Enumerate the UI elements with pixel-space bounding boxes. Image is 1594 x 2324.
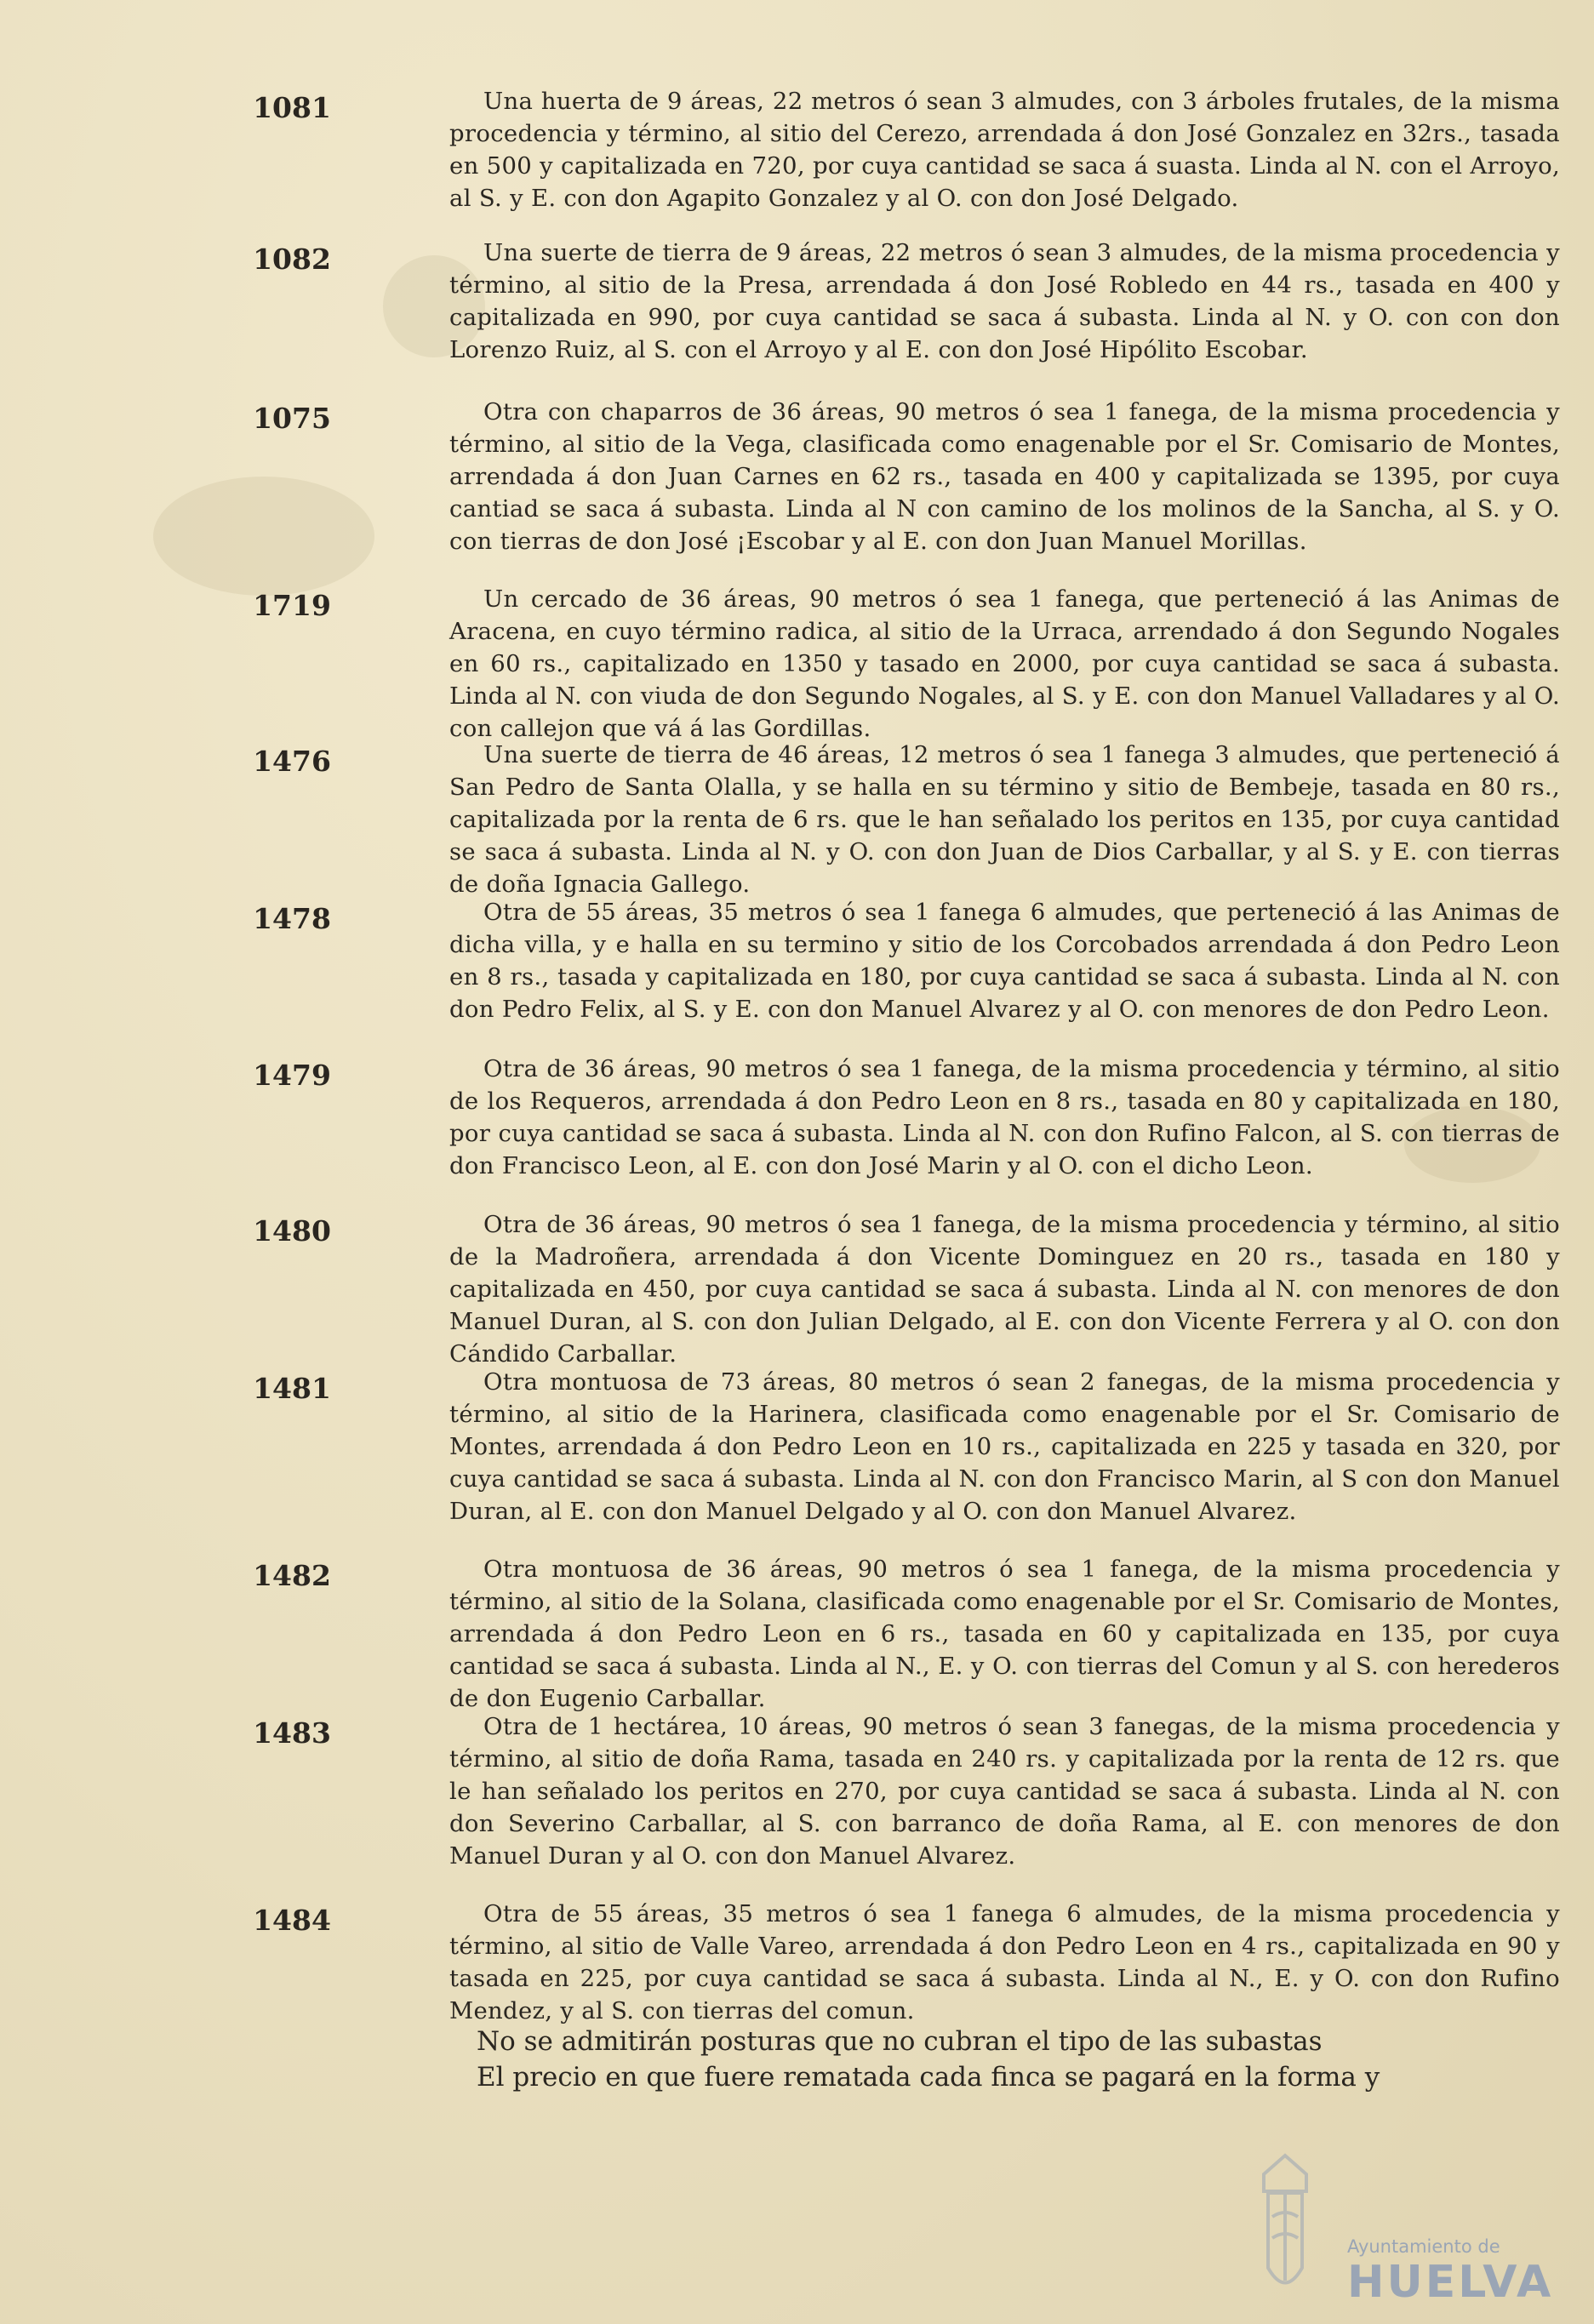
entry-number: 1480 bbox=[253, 1214, 331, 1248]
closing-line: No se admitirán posturas que no cubran el tipo de las subastas bbox=[477, 2026, 1323, 2057]
closing-line: El precio en que fuere rematada cada finca se pagará en la forma y bbox=[477, 2062, 1380, 2093]
entry-description: Otra con chaparros de 36 áreas, 90 metros ó sea 1 fanega, de la misma procedencia y término, al sitio de la Vega, clasificada como enagenable por el Sr. Comisario de Montes, arrendada á don Juan Carnes en 62 rs., tasada en 400 y capitalizada se 1395, por cuya cantiad se saca á subasta. Linda al N con camino de los molinos de la Sancha, al S. y O. con tierras de don José ¡Escobar y al E. con don Juan Manuel Morillas. bbox=[449, 398, 1560, 555]
paper-stain bbox=[153, 477, 374, 596]
watermark-line-2: HUELVA bbox=[1347, 2257, 1554, 2308]
entry-number: 1719 bbox=[253, 589, 331, 622]
entry-description: Otra de 55 áreas, 35 metros ó sea 1 fanega 6 almudes, de la misma procedencia y término, al sitio de Valle Vareo, arrendada á don Pedro Leon en 4 rs., capitalizada en 90 y tasada en 225, por cuya cantidad se saca á subasta. Linda al N., E. y O. con don Rufino Mendez, y al S. con tierras del comun. bbox=[449, 1900, 1560, 2024]
watermark-line-1: Ayuntamiento de bbox=[1347, 2236, 1500, 2257]
entry-number: 1081 bbox=[253, 91, 331, 124]
entry-description: Otra de 36 áreas, 90 metros ó sea 1 fanega, de la misma procedencia y término, al sitio de la Madroñera, arrendada á don Vicente Dominguez en 20 rs., tasada en 180 y capitalizada en 450, por cuya cantidad se saca á subasta. Linda al N. con menores de don Manuel Duran, al S. con don Julian Delgado, al E. con don Vicente Ferrera y al O. con don Cándido Carballar. bbox=[449, 1211, 1560, 1368]
entry-number: 1075 bbox=[253, 402, 331, 435]
entry-description: Otra montuosa de 73 áreas, 80 metros ó sean 2 fanegas, de la misma procedencia y término, al sitio de la Harinera, clasificada como enagenable por el Sr. Comisario de Montes, arrendada á don Pedro Leon en 10 rs., capitalizada en 225 y tasada en 320, por cuya cantidad se saca á subasta. Linda al N. con don Francisco Marin, al S con don Manuel Duran, al E. con don Manuel Delgado y al O. con don Manuel Alvarez. bbox=[449, 1368, 1560, 1525]
entry-number: 1478 bbox=[253, 902, 331, 935]
entry-description: Una suerte de tierra de 9 áreas, 22 metros ó sean 3 almudes, de la misma procedencia y término, al sitio de la Presa, arrendada á don José Robledo en 44 rs., tasada en 400 y capitalizada en 990, por cuya cantidad se saca á subasta. Linda al N. y O. con con don Lorenzo Ruiz, al S. con el Arroyo y al E. con don José Hipólito Escobar. bbox=[449, 239, 1560, 363]
entry-description: Otra de 1 hectárea, 10 áreas, 90 metros ó sean 3 fanegas, de la misma procedencia y término, al sitio de doña Rama, tasada en 240 rs. y capitalizada por la renta de 12 rs. que le han señalado los peritos en 270, por cuya cantidad se saca á subasta. Linda al N. con don Severino Carballar, al S. con barranco de doña Rama, al E. con menores de don Manuel Duran y al O. con don Manuel Alvarez. bbox=[449, 1713, 1560, 1870]
entry-number: 1482 bbox=[253, 1559, 331, 1592]
entry-number: 1476 bbox=[253, 745, 331, 778]
entry-description: Un cercado de 36 áreas, 90 metros ó sea 1 fanega, que perteneció á las Animas de Aracena, en cuyo término radica, al sitio de la Urraca, arrendado á don Segundo Nogales en 60 rs., capitalizado en 1350 y tasado en 2000, por cuya cantidad se saca á subasta. Linda al N. con viuda de don Segundo Nogales, al S. y E. con don Manuel Valladares y al O. con callejon que vá á las Gordillas. bbox=[449, 585, 1560, 742]
entry-number: 1082 bbox=[253, 243, 331, 276]
entry-description: Otra de 55 áreas, 35 metros ó sea 1 fanega 6 almudes, que perteneció á las Animas de dicha villa, y e halla en su termino y sitio de los Corcobados arrendada á don Pedro Leon en 8 rs., tasada y capitalizada en 180, por cuya cantidad se saca á subasta. Linda al N. con don Pedro Felix, al S. y E. con don Manuel Alvarez y al O. con menores de don Pedro Leon. bbox=[449, 899, 1560, 1023]
entry-number: 1483 bbox=[253, 1716, 331, 1750]
entry-number: 1481 bbox=[253, 1372, 331, 1405]
entry-number: 1479 bbox=[253, 1059, 331, 1092]
entry-description: Otra de 36 áreas, 90 metros ó sea 1 fanega, de la misma procedencia y término, al sitio de los Requeros, arrendada á don Pedro Leon en 8 rs., tasada en 80 y capitalizada en 180, por cuya cantidad se saca á subasta. Linda al N. con don Rufino Falcon, al S. con tierras de don Francisco Leon, al E. con don José Marin y al O. con el dicho Leon. bbox=[449, 1055, 1560, 1179]
entry-number: 1484 bbox=[253, 1904, 331, 1937]
entry-description: Una suerte de tierra de 46 áreas, 12 metros ó sea 1 fanega 3 almudes, que perteneció á San Pedro de Santa Olalla, y se halla en su término y sitio de Bembeje, tasada en 80 rs., capitalizada por la renta de 6 rs. que le han señalado los peritos en 135, por cuya cantidad se saca á subasta. Linda al N. y O. con don Juan de Dios Carballar, y al S. y E. con tierras de doña Ignacia Gallego. bbox=[449, 741, 1560, 898]
entry-description: Una huerta de 9 áreas, 22 metros ó sean 3 almudes, con 3 árboles frutales, de la misma procedencia y término, al sitio del Cerezo, arrendada á don José Gonzalez en 32rs., tasada en 500 y capitalizada en 720, por cuya cantidad se saca á suasta. Linda al N. con el Arroyo, al S. y E. con don Agapito Gonzalez y al O. con don José Delgado. bbox=[449, 88, 1560, 212]
entry-description: Otra montuosa de 36 áreas, 90 metros ó sea 1 fanega, de la misma procedencia y término, al sitio de la Solana, clasificada como enagenable por el Sr. Comisario de Montes, arrendada á don Pedro Leon en 6 rs., tasada en 60 y capitalizada en 135, por cuya cantidad se saca á subasta. Linda al N., E. y O. con tierras del Comun y al S. con herederos de don Eugenio Carballar. bbox=[449, 1556, 1560, 1712]
